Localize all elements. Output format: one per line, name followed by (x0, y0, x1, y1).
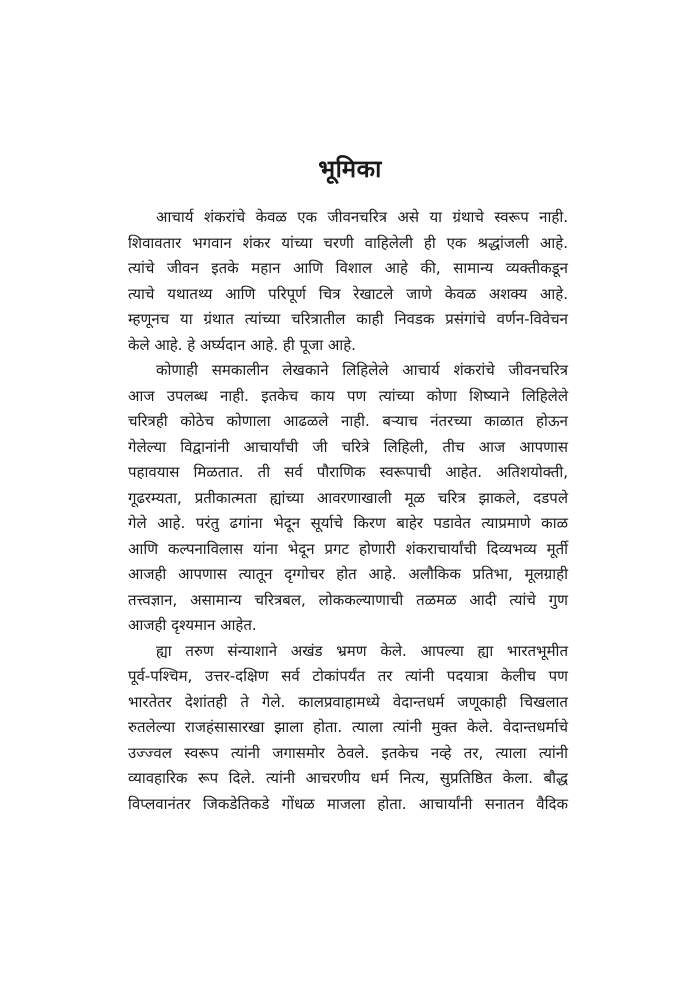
paragraph-2-line: पहावयास मिळतात. ती सर्व पौराणिक स्वरूपाची आहेत. अतिशयोक्ती, (128, 463, 568, 481)
paragraph-3-line: ह्या तरुण संन्याशाने अखंड भ्रमण केले. आपल्या ह्या भारतभूमीत (156, 641, 568, 660)
paragraph-2-line: गूढरम्यता, प्रतीकात्मता ह्यांच्या आवरणाखाली मूळ चरित्र झाकले, दडपले (128, 488, 568, 507)
paragraph-1-line: त्याचे यथातथ्य आणि परिपूर्ण चित्र रेखाटले जाणे केवळ अशक्य आहे. (128, 284, 568, 303)
paragraph-3-line: रुतलेल्या राजहंसासारखा झाला होता. त्याला त्यांनी मुक्त केले. वेदान्तधर्माचे (128, 718, 568, 736)
paragraph-2-line: तत्त्वज्ञान, असामान्य चरित्रबल, लोककल्याणाची तळमळ आदी त्यांचे गुण (128, 590, 568, 609)
paragraph-2-line: आणि कल्पनाविलास यांना भेदून प्रगट होणारी शंकराचार्यांची दिव्यभव्य मूर्ती (128, 539, 568, 558)
paragraph-2-line: आजही आपणास त्यातून दृग्गोचर होत आहे. अलौकिक प्रतिभा, मूलग्राही (128, 565, 568, 583)
paragraph-2-line: आज उपलब्ध नाही. इतकेच काय पण त्यांच्या कोणा शिष्याने लिहिलेले (128, 386, 568, 405)
paragraph-3-line: भारतेतर देशांतही ते गेले. कालप्रवाहामध्ये वेदान्तधर्म जणूकाही चिखलात (128, 692, 568, 711)
paragraph-1-line: त्यांचे जीवन इतके महान आणि विशाल आहे की, सामान्य व्यक्तीकडून (128, 259, 568, 277)
paragraph-3-line: पूर्व-पश्चिम, उत्तर-दक्षिण सर्व टोकांपर्यंत तर त्यांनी पदयात्रा केलीच पण (128, 667, 568, 685)
body-text (128, 205, 568, 817)
paragraph-2-line: गेलेल्या विद्वानांनी आचार्यांची जी चरित्रे लिहिली, तीच आज आपणास (128, 437, 568, 456)
paragraph-2-line: गेले आहे. परंतु ढगांना भेदून सूर्याचे किरण बाहेर पडावेत त्याप्रमाणे काळ (128, 514, 568, 532)
paragraph-2-line: कोणाही समकालीन लेखकाने लिहिलेले आचार्य शंकरांचे जीवनचरित्र (156, 361, 568, 379)
paragraph-3-line: विप्लवानंतर जिकडेतिकडे गोंधळ माजला होता. आचार्यांनी सनातन वैदिक (128, 794, 568, 813)
paragraph-3-line: उज्ज्वल स्वरूप त्यांनी जगासमोर ठेवले. इतकेच नव्हे तर, त्याला त्यांनी (128, 743, 568, 762)
page-title: भूमिका (318, 155, 382, 183)
paragraph-1-line: आचार्य शंकरांचे केवळ एक जीवनचरित्र असे या ग्रंथाचे स्वरूप नाही. (156, 208, 568, 226)
paragraph-1-line: केले आहे. हे अर्घ्यदान आहे. ही पूजा आहे. (128, 335, 356, 354)
paragraph-2-line: आजही दृश्यमान आहेत. (128, 616, 257, 634)
paragraph-1-line: म्हणूनच या ग्रंथात त्यांच्या चरित्रातील काही निवडक प्रसंगांचे वर्णन-विवेचन (128, 310, 568, 328)
paragraph-3-line: व्यावहारिक रूप दिले. त्यांनी आचरणीय धर्म नित्य, सुप्रतिष्ठित केला. बौद्ध (128, 769, 568, 787)
paragraph-1-line: शिवावतार भगवान शंकर यांच्या चरणी वाहिलेली ही एक श्रद्धांजली आहे. (128, 233, 568, 252)
paragraph-2-line: चरित्रही कोठेच कोणाला आढळले नाही. बऱ्याच नंतरच्या काळात होऊन (128, 412, 568, 430)
